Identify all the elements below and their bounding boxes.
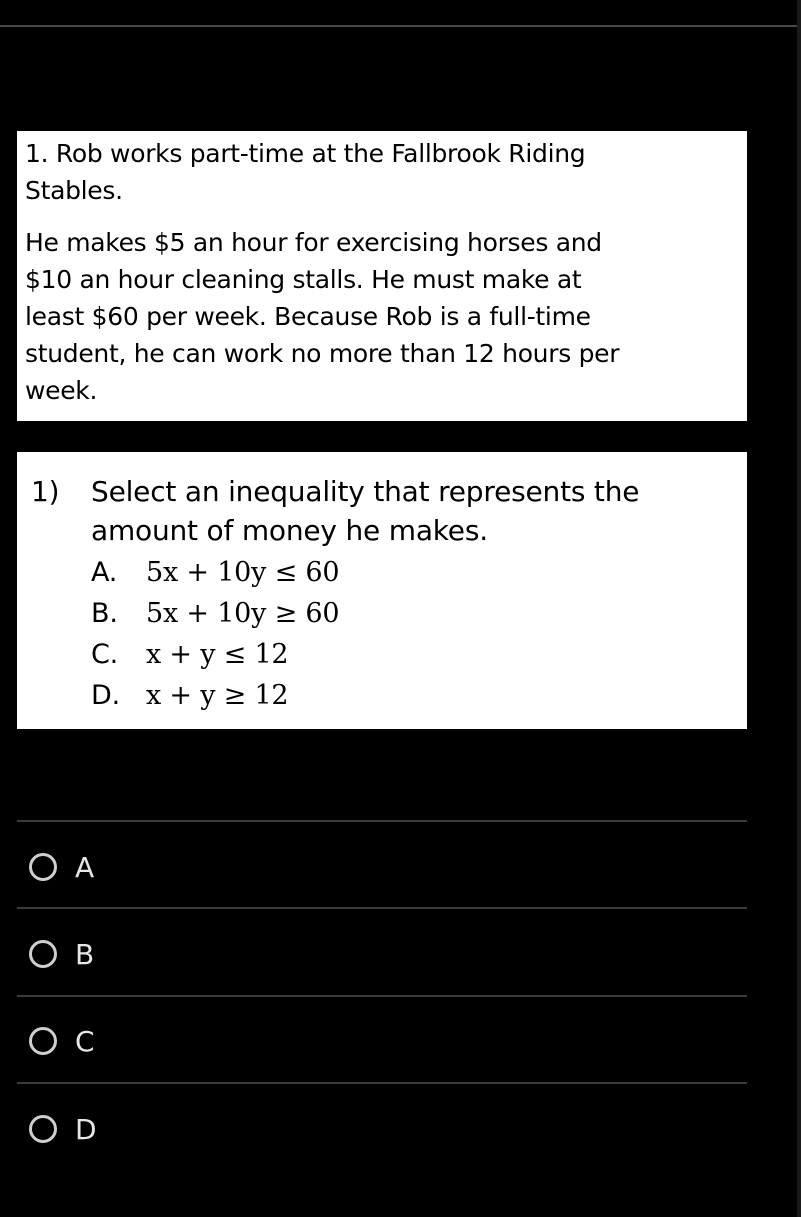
choice-item [91,593,739,634]
choice-letter: B. [91,598,118,629]
choice-item [91,675,739,716]
question-text [91,472,739,550]
choice-item [91,634,739,675]
option-label: C [75,1024,95,1058]
question-header [31,472,739,550]
question-line: amount of money he makes. [91,514,488,547]
choice-formula: 5x + 10y ≥ 60 [146,598,340,629]
option-divider [17,995,747,997]
choice-formula: x + y ≤ 12 [146,639,289,670]
option-divider [17,820,747,822]
passage-line: 1. Rob works part-time at the Fallbrook Riding [25,139,586,168]
radio-circle-icon[interactable] [29,1027,57,1055]
radio-circle-icon[interactable] [29,853,57,881]
option-divider [17,907,747,909]
radio-circle-icon[interactable] [29,1115,57,1143]
question-number: 1) [31,475,60,508]
option-divider [17,1082,747,1084]
radio-circle-icon[interactable] [29,940,57,968]
question-card [17,452,747,729]
top-border [0,25,801,27]
choice-formula: 5x + 10y ≤ 60 [146,557,340,588]
answer-option-a[interactable] [17,824,747,910]
scroll-edge [797,0,801,1217]
passage-line: He makes $5 an hour for exercising horses and [25,228,602,257]
option-label: B [75,937,95,971]
passage-line: $10 an hour cleaning stalls. He must make at [25,265,582,294]
choice-formula: x + y ≥ 12 [146,680,289,711]
passage-card [17,131,747,421]
paragraph-gap [25,209,739,224]
answer-option-b[interactable] [17,911,747,997]
passage-line: student, he can work no more than 12 hours per [25,339,620,368]
choice-list [91,552,739,716]
choice-letter: C. [91,639,119,670]
question-line: Select an inequality that represents the [91,475,640,508]
choice-letter: D. [91,680,120,711]
answer-option-c[interactable] [17,998,747,1084]
option-label: D [75,1112,97,1146]
answer-option-d[interactable] [17,1086,747,1172]
passage-line: week. [25,376,98,405]
choice-letter: A. [91,557,118,588]
choice-item [91,552,739,593]
passage-line: least $60 per week. Because Rob is a full-time [25,302,591,331]
passage-line: Stables. [25,176,123,205]
option-label: A [75,850,95,884]
